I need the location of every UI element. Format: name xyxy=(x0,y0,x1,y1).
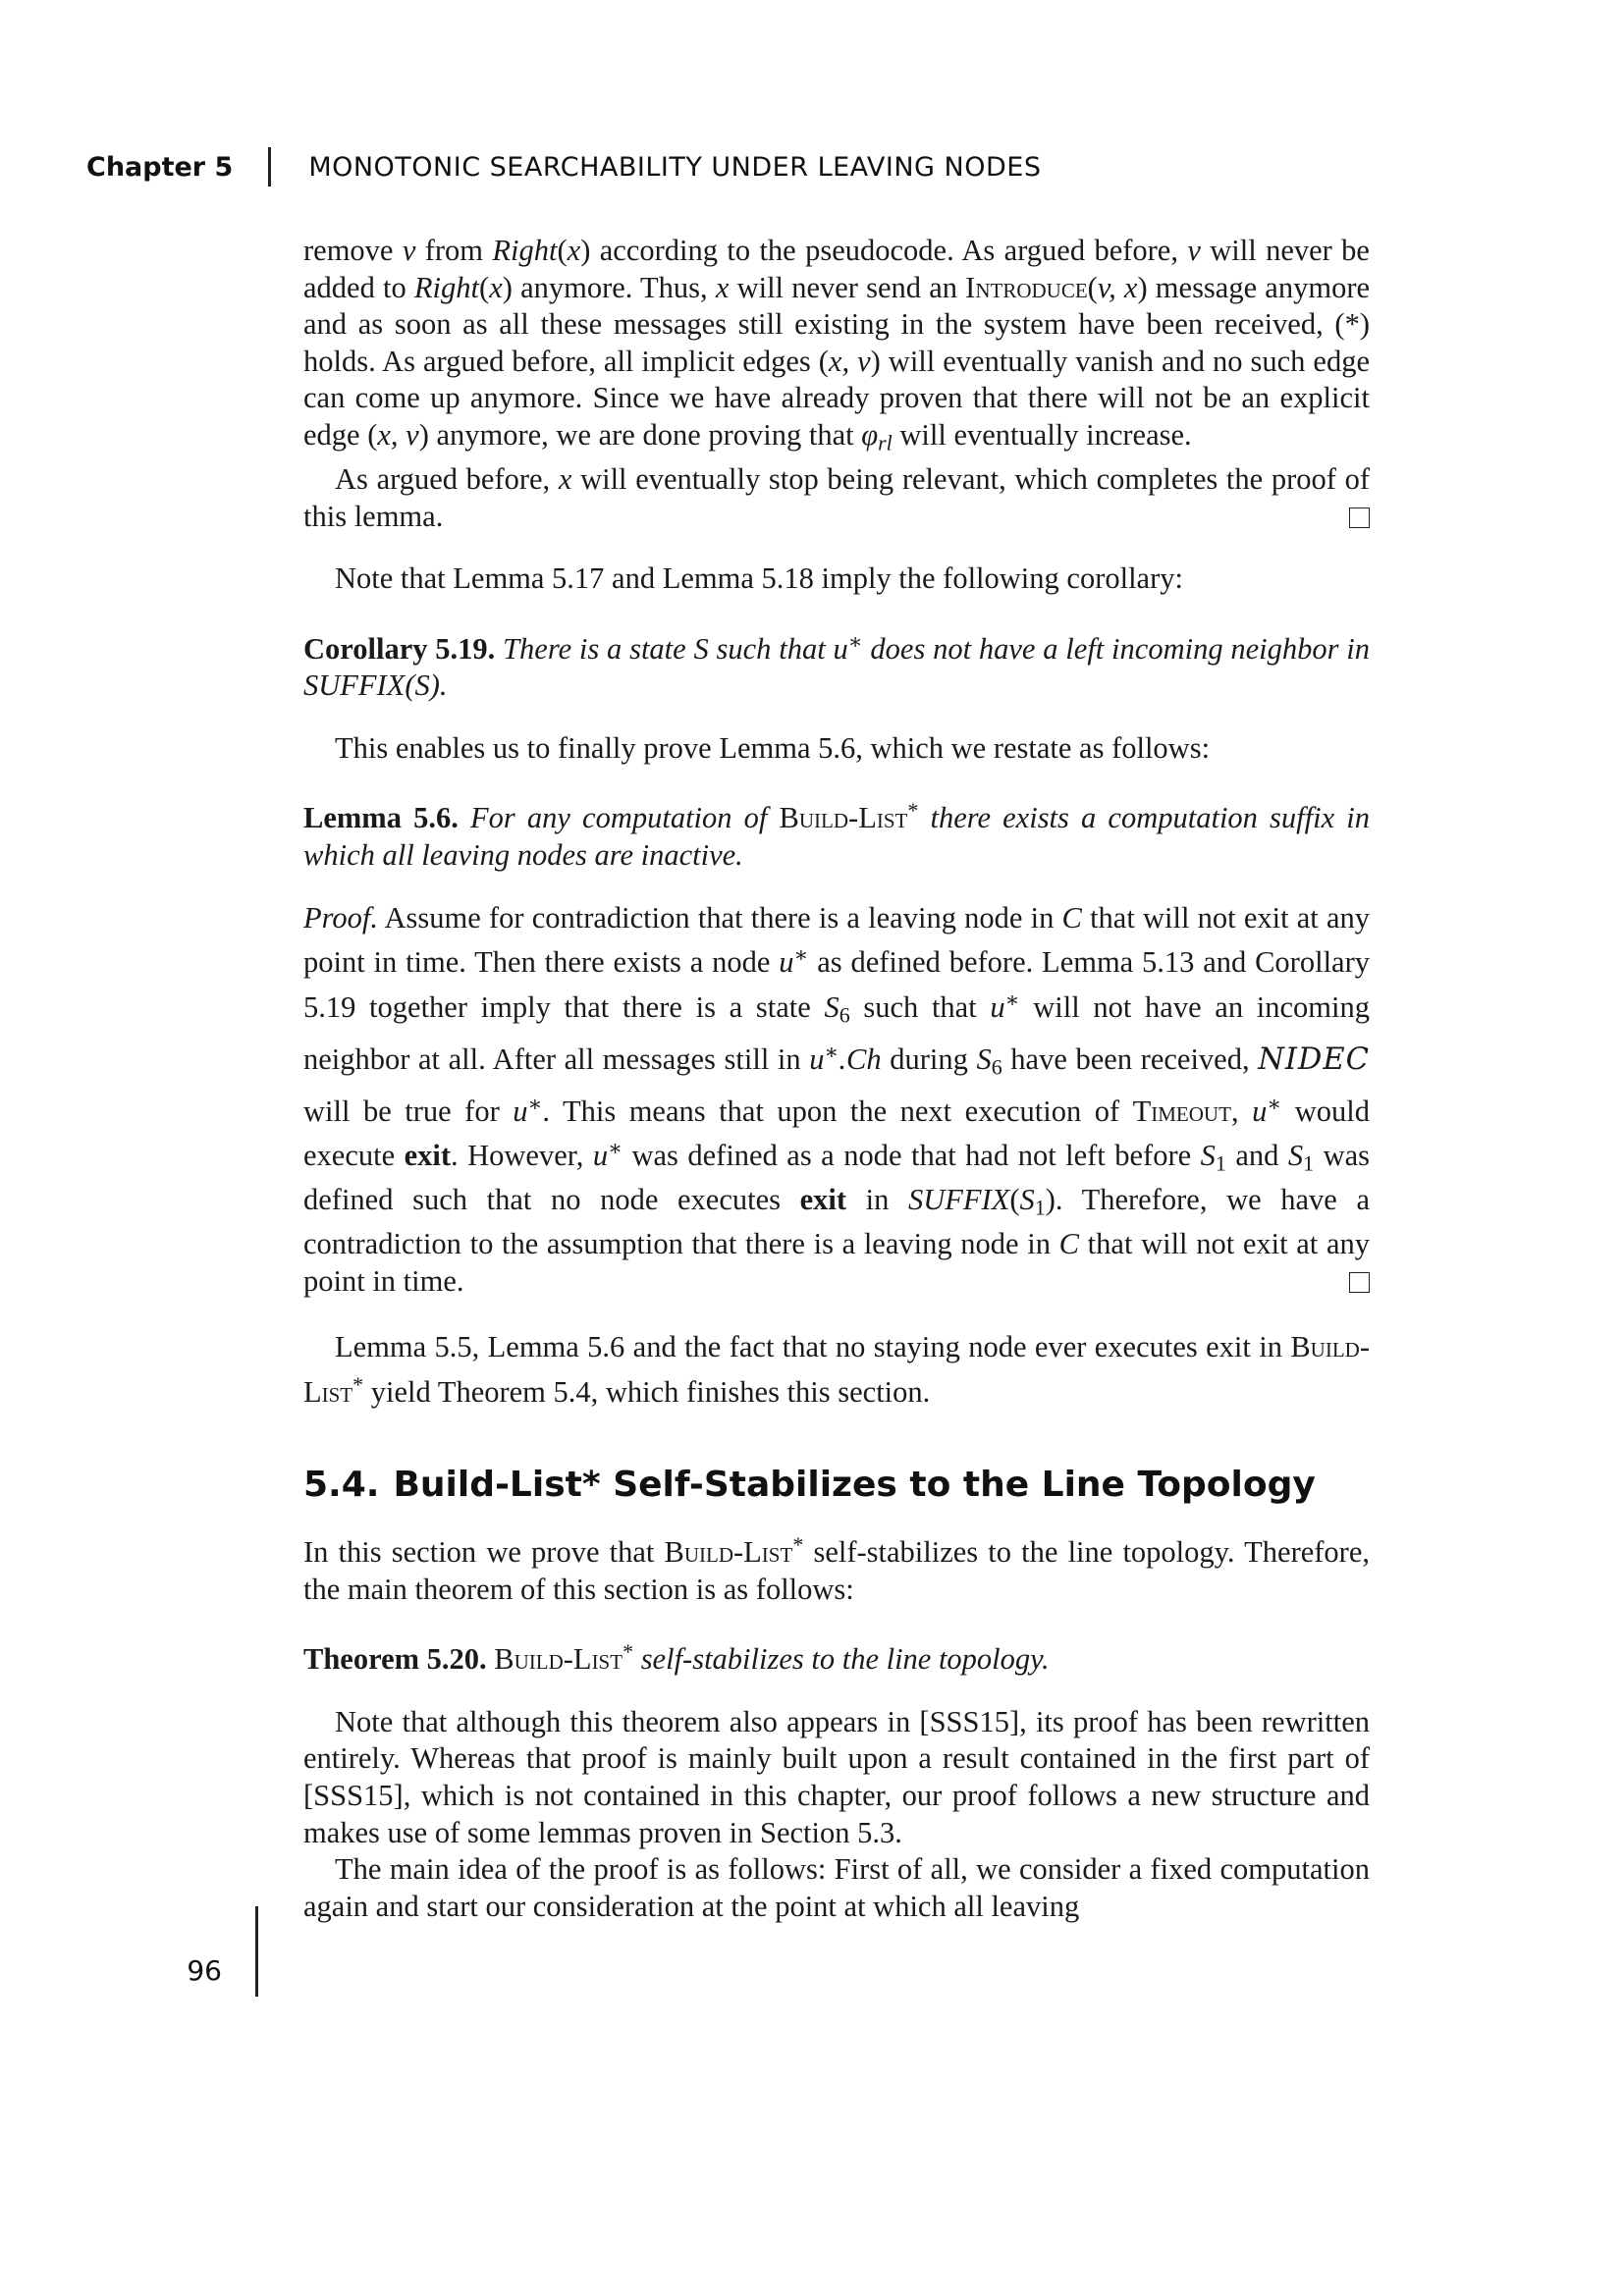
corollary-statement: Corollary 5.19. There is a state S such that u∗ does not have a left incoming neighbor in SUFFIX(S). xyxy=(303,628,1371,703)
theorem-label: Theorem 5.20. xyxy=(303,1642,487,1677)
chapter-title: MONOTONIC SEARCHABILITY UNDER LEAVING NODES xyxy=(308,151,1042,183)
paragraph-main-idea: The main idea of the proof is as follows: First of all, we consider a fixed computation again and start our consideration at the point at which all leaving xyxy=(303,1852,1370,1923)
lemma-label: Lemma 5.6. xyxy=(303,801,459,835)
introduce-message: Introduce xyxy=(965,270,1088,304)
paragraph-note-corollary: Note that Lemma 5.17 and Lemma 5.18 imply the following corollary: xyxy=(335,561,1183,596)
section-heading xyxy=(303,1464,1370,1507)
section-title: Build-List* Self-Stabilizes to the Line Topology xyxy=(393,1465,1316,1506)
paragraph-lemma-end: As argued before, x will eventually stop being relevant, which completes the proof of this lemma. xyxy=(303,462,1370,533)
paragraph-note-rewritten: Note that although this theorem also appears in [SSS15], its proof has been rewritten entirely. Whereas that proof is mainly built upon a result contained in the first part of [SSS15], which is not contained in this chapter, our proof follows a new structure and makes use of some lemmas proven in Section 5.3. xyxy=(303,1704,1370,1849)
section-number: 5.4. xyxy=(303,1465,380,1506)
proof-paragraph: Proof. Assume for contradiction that there is a leaving node in C that will not exit at any point in time. Then there exists a node u∗ as defined before. Lemma 5.13 and Corollary 5.19 together imply that there is a state $S_6$ such that u∗ will not have an incoming neighbor at all. After all messages still in u∗.Ch during $S_6$ have been received, NIDEC will be true for u∗. This means that upon the next execution of Timeout, u∗ would execute exit. However, u∗ was defined as a node that had not left before $S_1$ and $S_1$ was defined such that no node executes exit in $SUFFIX(S_1)$. Therefore, we have a contradiction to the assumption that there is a leaving node in C that will not exit at any point in time. xyxy=(303,900,1371,1298)
paragraph-lemma55: Lemma 5.5, Lemma 5.6 and the fact that no staying node ever executes exit in Build-List* yield Theorem 5.4, which finishes this section. xyxy=(303,1330,1370,1409)
paragraph-continued: remove v from Right(x) according to the pseudocode. As argued before, v will never be added to Right(x) anymore. Thus, x will never send an Introduce(v, x) message anymore and as soon as all these messages still existing in the system have been received, (*) holds. As argued before, all implicit edges (x, v) will eventually vanish and no such edge can come up anymore. Since we have already proven that there will not be an explicit edge (x, v) anymore, we are done proving that $\varphi_{rl}$ will eventually increase. xyxy=(303,234,1371,455)
page-body xyxy=(303,233,1370,1925)
page-number: 96 xyxy=(187,1954,222,1987)
paragraph-enables: This enables us to finally prove Lemma 5.6, which we restate as follows: xyxy=(335,730,1211,765)
qed-symbol xyxy=(1349,1272,1370,1293)
qed-symbol xyxy=(1349,507,1370,528)
running-head xyxy=(86,147,1042,187)
paragraph-section-intro: In this section we prove that Build-List* self-stabilizes to the line topology. Therefore, the main theorem of this section is as follows: xyxy=(303,1532,1370,1606)
footer-divider xyxy=(255,1906,258,1997)
theorem-statement: Theorem 5.20. Build-List* self-stabilizes to the line topology. xyxy=(303,1639,1050,1677)
proof-label: Proof. xyxy=(303,900,378,934)
lemma-statement: Lemma 5.6. For any computation of Build-List* there exists a computation suffix in which all leaving nodes are inactive. xyxy=(303,798,1371,872)
chapter-label: Chapter 5 xyxy=(86,151,234,183)
timeout-action: Timeout xyxy=(1132,1094,1231,1128)
nidec-predicate: NIDEC xyxy=(1258,1041,1370,1077)
header-divider xyxy=(268,147,271,187)
corollary-label: Corollary 5.19. xyxy=(303,631,496,666)
